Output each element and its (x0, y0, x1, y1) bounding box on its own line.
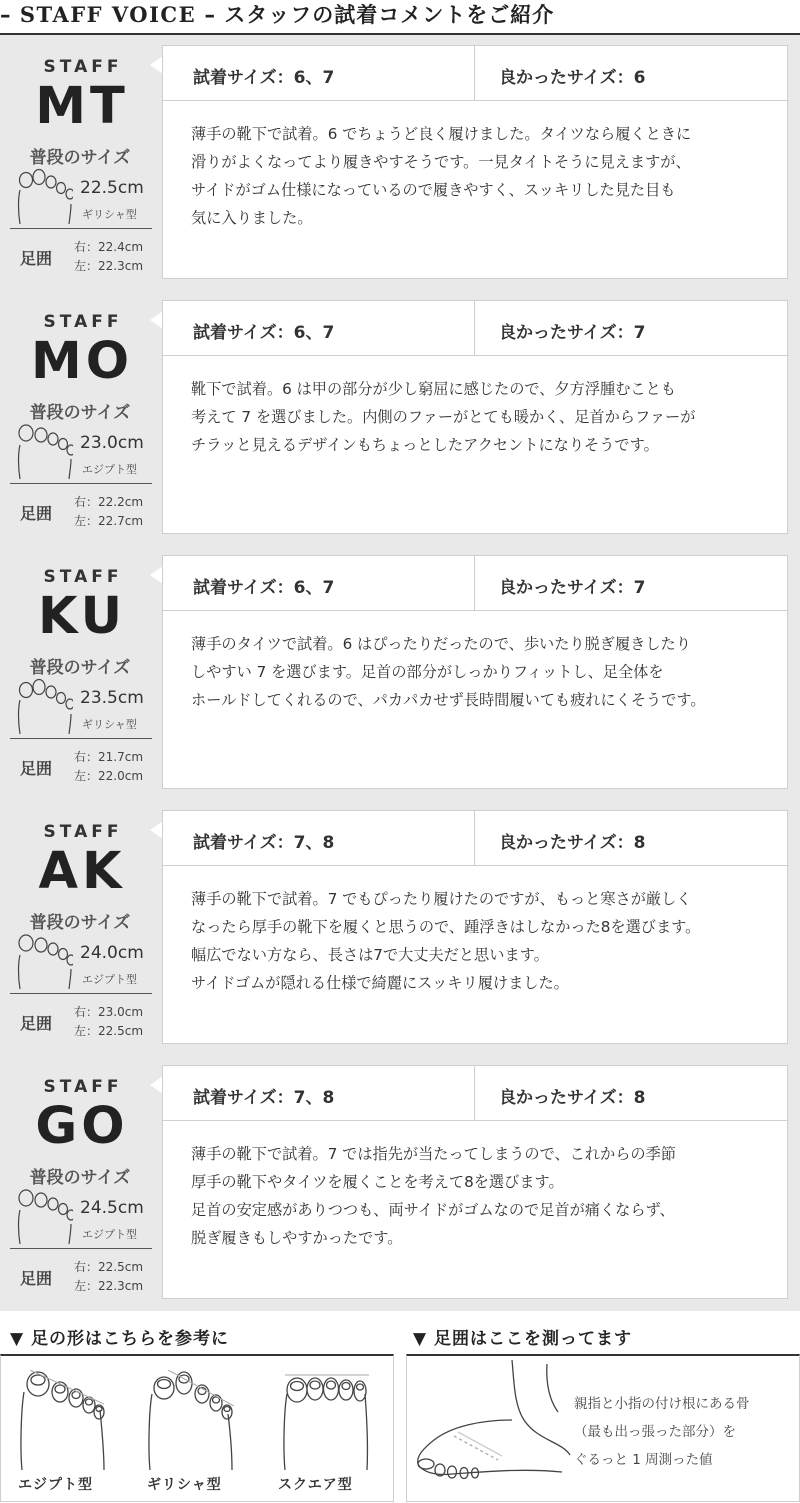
staff-profile (0, 35, 162, 275)
profile-divider (10, 228, 152, 229)
comment-line: 靴下で試着。6 は甲の部分が少し窮屈に感じたので、夕方浮腫むことも (191, 380, 676, 398)
note-line: 親指と小指の付け根にある骨 (574, 1396, 750, 1412)
staff-label: STAFF (43, 567, 123, 587)
staff-entry (0, 545, 800, 800)
comment-text (191, 375, 776, 459)
tried-size: 試着サイズ：6、7 (193, 578, 335, 598)
card-header (163, 46, 787, 101)
comment-line: サイドゴムが隠れる仕様で綺麗にスッキリ履けました。 (191, 974, 569, 992)
foot-shape-value: ギリシャ型 (82, 718, 137, 731)
card-header-divider (474, 301, 475, 355)
comment-card (162, 1065, 788, 1299)
staff-initials: KU (37, 587, 127, 646)
comment-line: ホールドしてくれるので、パカパカせず長時間履いても疲れにくそうです。 (191, 691, 706, 709)
circumference-right: 右：22.2cm (74, 495, 144, 509)
staff-label: STAFF (43, 57, 123, 77)
comment-line: 薄手の靴下で試着。7 では指先が当たってしまうので、これからの季節 (191, 1145, 676, 1163)
comment-line: 薄手のタイツで試着。6 はぴったりだったので、歩いたり脱ぎ履きしたり (191, 635, 691, 653)
comment-line: チラッと見えるデザインもちょっとしたアクセントになりそうです。 (191, 436, 659, 454)
circumference-label: 足囲 (20, 1014, 53, 1033)
card-header-divider (474, 1066, 475, 1120)
foot-measure-illustration (412, 1360, 572, 1490)
tried-size: 試着サイズ：7、8 (193, 833, 335, 853)
foot-shape-value: ギリシャ型 (82, 208, 137, 221)
square-foot-icon (281, 1370, 371, 1470)
comment-line: 滑りがよくなってより履きやすそうです。一見タイトそうに見えますが、 (191, 153, 691, 171)
circumference-heading: ▼ 足囲はここを測ってます (413, 1329, 632, 1349)
profile-divider (10, 738, 152, 739)
comment-line: 脱ぎ履きもしやすかったです。 (191, 1229, 403, 1247)
tried-size: 試着サイズ：6、7 (193, 68, 335, 88)
usual-size-value: 23.0cm (80, 433, 144, 453)
usual-size-label: 普段のサイズ (29, 403, 131, 423)
tried-size: 試着サイズ：7、8 (193, 1088, 335, 1108)
comment-line: 足首の安定感がありつつも、両サイドがゴムなので足首が痛くならず、 (191, 1201, 675, 1219)
card-header (163, 301, 787, 356)
tried-size: 試着サイズ：6、7 (193, 323, 335, 343)
good-size: 良かったサイズ：8 (499, 833, 646, 853)
comment-line: 薄手の靴下で試着。6 でちょうど良く履けました。タイツなら履くときに (191, 125, 692, 143)
staff-entry (0, 290, 800, 545)
circumference-label: 足囲 (20, 504, 53, 523)
circumference-label: 足囲 (20, 1269, 53, 1288)
staff-initials: MT (35, 77, 129, 136)
comment-text (191, 630, 776, 714)
square-label: スクエア型 (278, 1477, 353, 1493)
foot-shape-value: エジプト型 (82, 973, 137, 986)
comment-line: 厚手の靴下やタイツを履くことを考えて8を選びます。 (191, 1173, 564, 1191)
usual-size-label: 普段のサイズ (29, 913, 131, 933)
card-header-divider (474, 46, 475, 100)
comment-text (191, 1140, 776, 1252)
staff-profile (0, 545, 162, 785)
circumference-left: 左：22.7cm (74, 514, 144, 528)
comment-line: なったら厚手の靴下を履くと思うので、踵浮きはしなかった8を選びます。 (191, 918, 701, 936)
profile-divider (10, 993, 152, 994)
usual-size-value: 24.0cm (80, 943, 144, 963)
circumference-left: 左：22.3cm (74, 259, 144, 273)
circumference-right: 右：22.4cm (74, 240, 144, 254)
comment-line: 幅広でない方なら、長さは7で大丈夫だと思います。 (191, 946, 549, 964)
note-line: ぐるっと 1 周測った値 (574, 1452, 713, 1468)
card-header-divider (474, 556, 475, 610)
card-header (163, 811, 787, 866)
card-header (163, 556, 787, 611)
usual-size-label: 普段のサイズ (29, 148, 131, 168)
section-title: – STAFF VOICE – スタッフの試着コメントをご紹介 (0, 2, 555, 27)
usual-size-value: 24.5cm (80, 1198, 144, 1218)
circumference-note (574, 1390, 750, 1474)
comment-text (191, 120, 776, 232)
staff-label: STAFF (43, 1077, 123, 1097)
circumference-right: 右：22.5cm (74, 1260, 144, 1274)
greek-foot-icon (146, 1370, 236, 1470)
egyptian-foot-icon (18, 1370, 108, 1470)
greek-label: ギリシャ型 (147, 1477, 222, 1493)
usual-size-label: 普段のサイズ (29, 658, 131, 678)
comment-card (162, 555, 788, 789)
usual-size-label: 普段のサイズ (29, 1168, 131, 1188)
staff-entry (0, 800, 800, 1055)
toe-shape-icon (15, 168, 73, 226)
staff-profile (0, 290, 162, 530)
staff-label: STAFF (43, 822, 123, 842)
staff-initials: AK (38, 842, 126, 901)
staff-label: STAFF (43, 312, 123, 332)
card-header-divider (474, 811, 475, 865)
staff-profile (0, 1055, 162, 1295)
comment-text (191, 885, 776, 997)
toe-shape-icon (15, 678, 73, 736)
staff-profile (0, 800, 162, 1040)
comment-line: 考えて 7 を選びました。内側のファーがとても暖かく、足首からファーが (191, 408, 696, 426)
comment-line: サイドがゴム仕様になっているので履きやすく、スッキリした見た目も (191, 181, 676, 199)
profile-divider (10, 483, 152, 484)
good-size: 良かったサイズ：7 (499, 323, 646, 343)
toe-shape-icon (15, 423, 73, 481)
circumference-left: 左：22.0cm (74, 769, 144, 783)
staff-initials: GO (35, 1097, 129, 1156)
circumference-label: 足囲 (20, 249, 53, 268)
circumference-label: 足囲 (20, 759, 53, 778)
comment-line: 気に入りました。 (191, 209, 313, 227)
comment-card (162, 300, 788, 534)
toe-shape-icon (15, 933, 73, 991)
usual-size-value: 23.5cm (80, 688, 144, 708)
circumference-right: 右：21.7cm (74, 750, 144, 764)
comment-card (162, 45, 788, 279)
good-size: 良かったサイズ：6 (499, 68, 646, 88)
comment-line: しやすい 7 を選びます。足首の部分がしっかりフィットし、足全体を (191, 663, 664, 681)
comment-card (162, 810, 788, 1044)
staff-entry (0, 1055, 800, 1310)
circumference-left: 左：22.5cm (74, 1024, 144, 1038)
section-header (0, 0, 800, 34)
title-jp: スタッフの試着コメントをご紹介 (224, 3, 555, 27)
card-header (163, 1066, 787, 1121)
staff-entry (0, 35, 800, 290)
title-en: STAFF VOICE (19, 2, 197, 27)
foot-shape-heading: ▼ 足の形はこちらを参考に (10, 1329, 229, 1349)
comment-line: 薄手の靴下で試着。7 でもぴったり履けたのですが、もっと寒さが厳しく (191, 890, 692, 908)
foot-shape-value: エジプト型 (82, 463, 137, 476)
profile-divider (10, 1248, 152, 1249)
toe-shape-icon (15, 1188, 73, 1246)
circumference-right: 右：23.0cm (74, 1005, 144, 1019)
circumference-left: 左：22.3cm (74, 1279, 144, 1293)
egyptian-label: エジプト型 (18, 1477, 93, 1493)
foot-shape-value: エジプト型 (82, 1228, 137, 1241)
usual-size-value: 22.5cm (80, 178, 144, 198)
good-size: 良かったサイズ：8 (499, 1088, 646, 1108)
note-line: （最も出っ張った部分）を (574, 1424, 736, 1440)
good-size: 良かったサイズ：7 (499, 578, 646, 598)
staff-initials: MO (30, 332, 134, 391)
